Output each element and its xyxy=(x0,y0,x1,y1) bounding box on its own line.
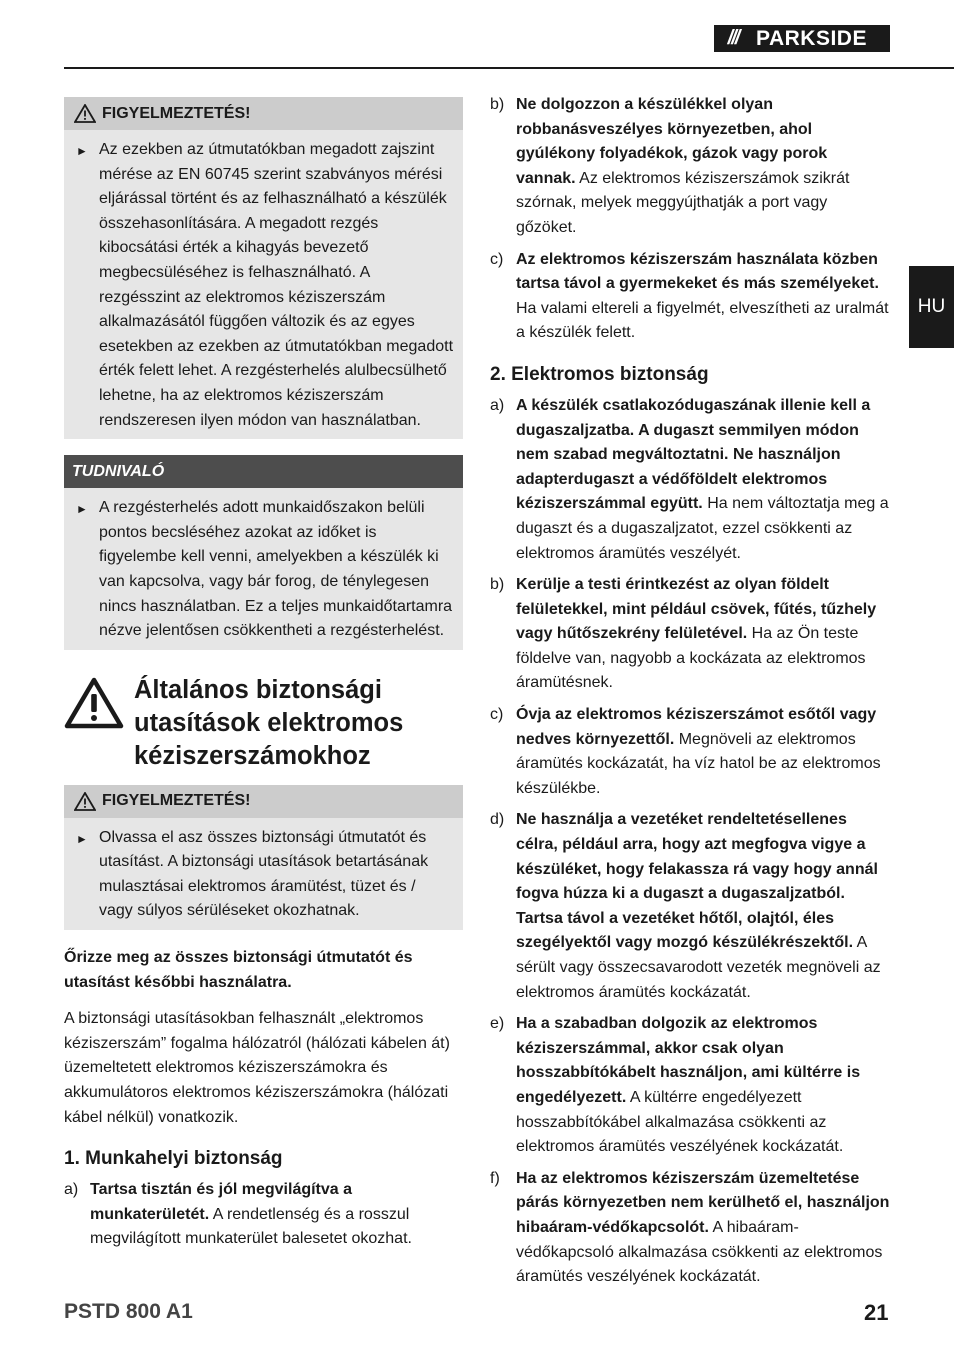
parkside-logo xyxy=(714,25,890,52)
item-text: A sérült vagy összecsavarodott vezeték megnöveli az elektromos áramütés kockázatát. xyxy=(516,934,881,1001)
bullet-arrow-icon: ► xyxy=(76,502,88,517)
note-box xyxy=(64,455,463,650)
item-text: A kültérre engedélyezett hosszabbítókábel alkalmazása csökkenti az elektromos áramütés veszélyének kockázatát. xyxy=(516,1088,844,1156)
item-bold: Ne dolgozzon a készülékkel olyan robbanásveszélyes környezetben, ahol gyúlékony folyadékok, gázok vagy porok vannak. xyxy=(516,96,828,187)
item-label: f) xyxy=(490,1169,500,1187)
list-item xyxy=(490,808,890,1005)
warning-triangle-icon xyxy=(74,792,96,811)
item-text: A hibaáram-védőkapcsoló alkalmazása csökkenti az elektromos áramütés veszélyének kockázatát. xyxy=(516,1218,883,1286)
item-bold: Ne használja a vezetéket rendeltetésellenes célra, például arra, hogy azt megfogva vigye a készüléket, hogy felakassza rá vagy hogy annál fogva húzza ki a dugaszt a dugaszaljzatból. Tartsa távol a vezetéket hőtől, olajtól, éles szegélyektől vagy mozgó készülékrészektől. xyxy=(516,811,878,952)
item-label: a) xyxy=(64,1181,79,1199)
bullet-arrow-icon: ► xyxy=(76,144,88,158)
logo-text: PARKSIDE xyxy=(756,26,867,50)
list-item xyxy=(490,93,890,241)
list-item xyxy=(490,248,890,346)
heading-electrical-safety: 2. Elektromos biztonság xyxy=(490,363,709,385)
logo-slashes: /// xyxy=(727,27,739,49)
item-label: c) xyxy=(490,250,504,268)
item-bold: A készülék csatlakozódugaszának illenie kell a dugaszaljzatba. A dugaszt semmilyen módon nem szabad megváltoztatni. Ne használjon adapterdugaszt a védőföldelt elektromos kéziszerszámmal együtt. xyxy=(516,396,871,513)
item-bold: Tartsa tisztán és jól megvilágítva a munkaterületét. xyxy=(90,1181,353,1223)
note-header: TUDNIVALÓ xyxy=(64,455,463,488)
list-item xyxy=(490,573,890,696)
heading-workplace-safety: 1. Munkahelyi biztonság xyxy=(64,1148,283,1170)
item-text: Megnöveli az elektromos áramütés kockázatát, ha víz hatol be az elektromos készülékbe. xyxy=(516,730,881,797)
item-label: d) xyxy=(490,811,505,829)
item-bold: Kerülje a testi érintkezést az olyan földelt felületekkel, mint például csövek, fűtés, tűzhely vagy hűtőszekrény felületével. xyxy=(516,576,877,643)
item-bold: Az elektromos kéziszerszám használata közben tartsa távol a gyermekeket és más személyeket. xyxy=(516,250,879,293)
list-item xyxy=(490,1012,890,1160)
warning-title: FIGYELMEZTETÉS! xyxy=(102,792,251,810)
item-label: b) xyxy=(490,96,505,113)
header-rule xyxy=(64,67,954,69)
list-item xyxy=(64,1178,463,1252)
item-bold: Óvja az elektromos kéziszerszámot esőtől vagy nedves környezettől. xyxy=(516,706,877,748)
warning-box-safety xyxy=(64,785,463,930)
footer-model: PSTD 800 A1 xyxy=(64,1300,193,1323)
item-bold: Ha a szabadban dolgozik az elektromos kéziszerszámmal, akkor csak olyan hosszabbítókábelt használjon, ami kültérre is engedélyezett. xyxy=(516,1015,861,1106)
warning-title: FIGYELMEZTETÉS! xyxy=(102,104,251,122)
item-text: Ha nem változtatja meg a dugaszt és a dugaszaljzatot, ezzel csökkenti az elektromos áramütés veszélyét. xyxy=(516,495,889,562)
list-item xyxy=(490,703,890,801)
warning-text: Az ezekben az útmutatókban megadott zajszint mérése az EN 60745 szerint szabványos mérési eljárással történt és az felhasználható a készülék összehasonlítására. A megadott rezgés kibocsátási érték a kihagyás bevezető megbecsüléséhez is felhasználható. A rezgésszint az elektromos kéziszerszám alkalmazásától függően változik és az egyes esetekben az ezekben az útmutatókban megadott érték felett lehet. A rezgésterhelés alulbecsülhető lehetne, ha az elektromos kéziszerszám rendszeresen ilyen módon van használatban. xyxy=(99,141,454,429)
item-bold: Ha az elektromos kéziszerszám üzemeltetése párás környezetben nem kerülhető el, használjon hibaáram-védőkapcsolót. xyxy=(516,1169,890,1236)
item-text: Az elektromos kéziszerszámok szikrát szórnak, melyek meggyújthatják a port vagy gőzöket. xyxy=(516,169,850,236)
item-label: a) xyxy=(490,396,505,414)
warning-text: Olvassa el asz összes biztonsági útmutatót és utasítást. A biztonsági utasítások betartásának mulasztásai elektromos áramütést, tüzet és / vagy súlyos sérüléseket okozhatnak. xyxy=(99,828,429,920)
section-title: Általános biztonsági utasítások elektromos kéziszerszámokhoz xyxy=(134,675,404,770)
bullet-arrow-icon: ► xyxy=(76,831,88,846)
warning-box-noise xyxy=(64,97,463,439)
page-number: 21 xyxy=(864,1300,889,1325)
warning-header xyxy=(64,97,463,130)
item-text: Ha az Ön teste földelve van, nagyobb a kockázata az elektromos áramütésnek. xyxy=(516,625,866,692)
warning-triangle-icon xyxy=(74,104,96,123)
intro-paragraph: A biztonsági utasításokban felhasznált „elektromos kéziszerszám” fogalma hálózatról (hálózati kábelen át) üzemeltetett elektromos kéziszerszámokra és akkumulátoros elektromos kéziszerszámokra (hálózati kábel nélkül) vonatkozik. xyxy=(64,1010,450,1126)
item-label: e) xyxy=(490,1015,505,1033)
item-text: A rendetlenség és a rosszul megvilágított munkaterület balesetet okozhat. xyxy=(90,1205,412,1248)
section-heading xyxy=(64,674,463,773)
language-tab: HU xyxy=(909,266,954,348)
note-text: A rezgésterhelés adott munkaidőszakon belüli pontos becsléséhez azokat az időket is figyelembe kell venni, amelyekben a készülék ki van kapcsolva, vagy bár forog, de ténylegesen nincs használatban. Ez a teljes munkaidőtartamra nézve jelentősen csökkentheti a rezgésterhelést. xyxy=(99,499,453,640)
list-item xyxy=(490,394,890,566)
keep-instructions: Őrizze meg az összes biztonsági útmutatót és utasítást későbbi használatra. xyxy=(64,949,413,991)
right-column xyxy=(490,93,890,1297)
list-item xyxy=(490,1167,890,1290)
item-label: b) xyxy=(490,576,505,594)
item-text: Ha valami eltereli a figyelmét, elveszítheti az uralmát a készülék felett. xyxy=(516,299,889,342)
warning-header xyxy=(64,785,463,818)
warning-triangle-icon xyxy=(64,677,124,729)
item-label: c) xyxy=(490,706,504,724)
left-column xyxy=(64,97,463,1259)
